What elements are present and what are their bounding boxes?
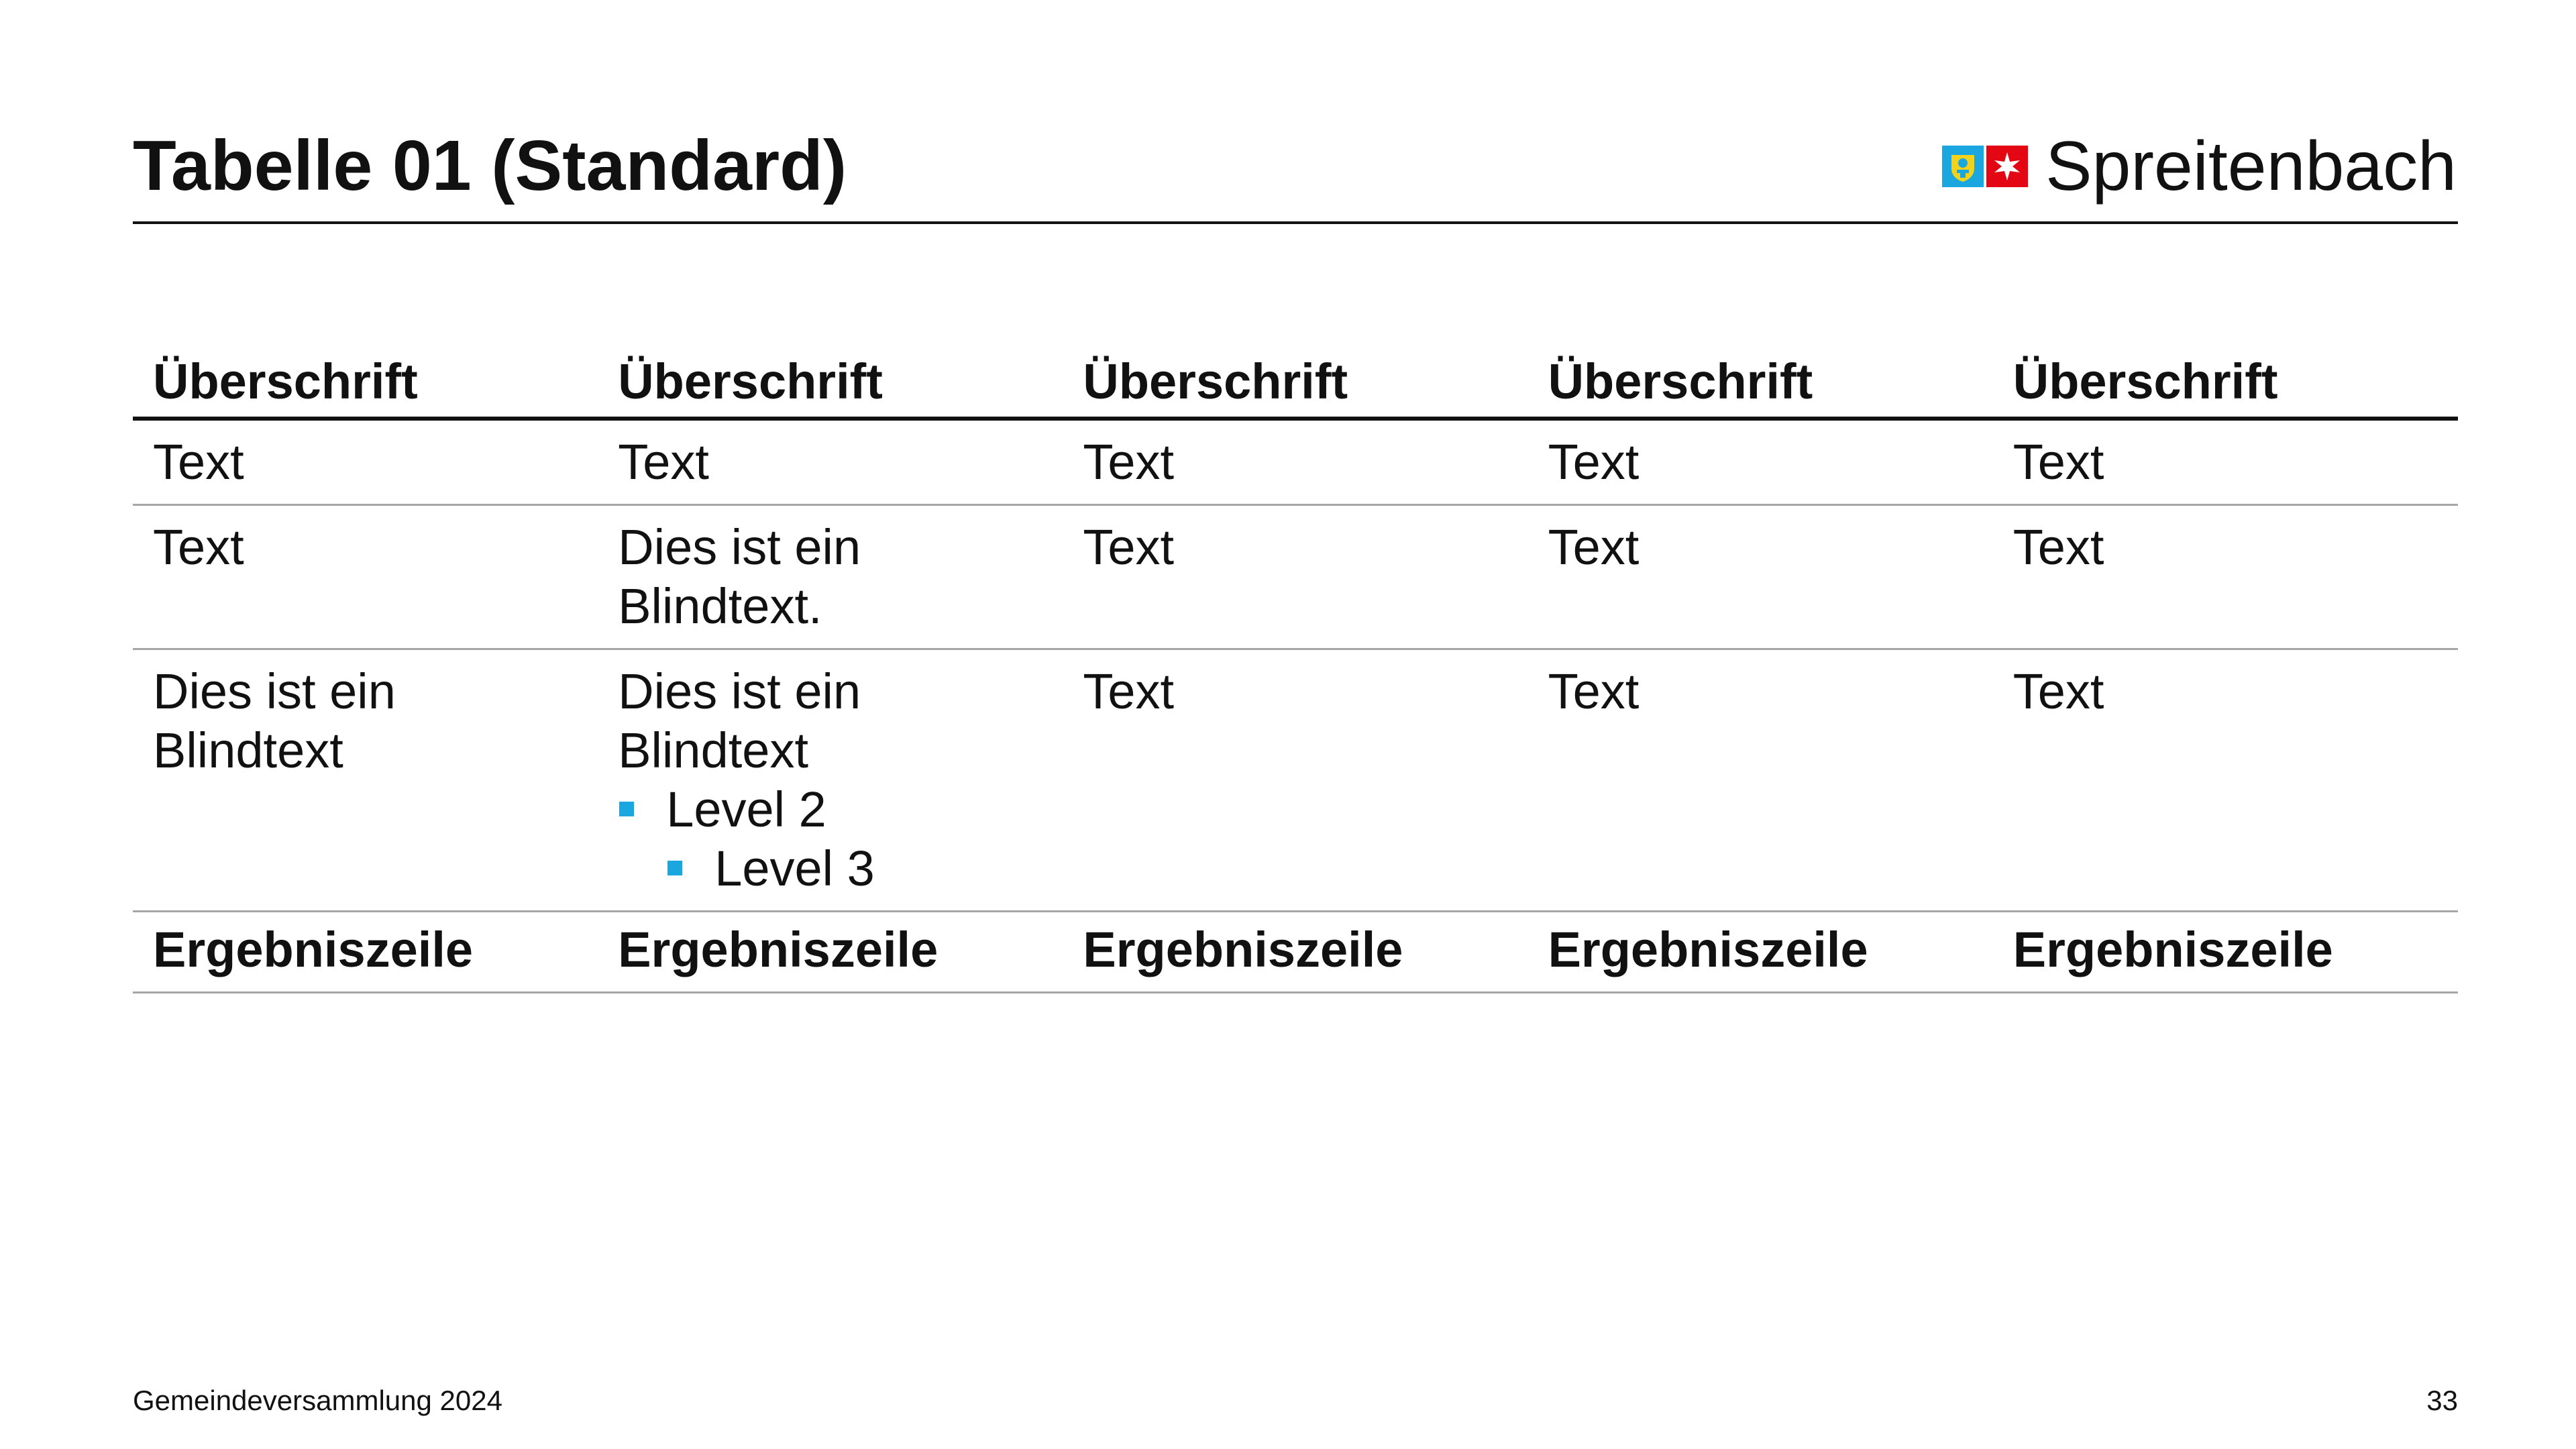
slide-title: Tabelle 01 (Standard) [133, 126, 847, 205]
brand-name: Spreitenbach [2045, 127, 2457, 205]
table-header-row [133, 339, 2458, 419]
total-cell: Ergebniszeile [598, 912, 1063, 993]
total-cell: Ergebniszeile [1528, 912, 1993, 993]
footer-label: Gemeindeversammlung 2024 [133, 1385, 502, 1416]
municipal-coat-of-arms-icon [1942, 146, 1984, 187]
swiss-flag-icon [1986, 146, 2028, 187]
table-cell-with-bullets [598, 649, 1063, 912]
column-header: Überschrift [1993, 339, 2458, 419]
brand-logo [1942, 126, 2457, 207]
column-header: Überschrift [1063, 339, 1527, 419]
bullet-text: Level 3 [714, 841, 875, 896]
bullet-text: Level 2 [666, 782, 826, 837]
cell-text: Dies ist ein Blindtext [618, 663, 861, 778]
table-cell: Text [1528, 419, 1993, 505]
title-divider [133, 221, 2458, 224]
column-header: Überschrift [133, 339, 598, 419]
table-cell: Text [1993, 505, 2458, 649]
table-row [133, 419, 2458, 505]
table-cell: Text [1528, 505, 1993, 649]
table-cell: Text [1063, 505, 1527, 649]
column-header: Überschrift [1528, 339, 1993, 419]
square-bullet-icon [619, 802, 634, 816]
table-cell: Text [1993, 649, 2458, 912]
table-cell: Text [1993, 419, 2458, 505]
table-row [133, 649, 2458, 912]
page-number: 33 [2426, 1385, 2458, 1416]
column-header: Überschrift [598, 339, 1063, 419]
bullet-level-2 [618, 780, 1042, 839]
total-cell: Ergebniszeile [1063, 912, 1527, 993]
table-row [133, 505, 2458, 649]
table-total-row [133, 912, 2458, 993]
table-cell: Dies ist ein Blindtext [133, 649, 598, 912]
bullet-level-3 [618, 839, 1042, 898]
total-cell: Ergebniszeile [133, 912, 598, 993]
table-cell: Text [133, 505, 598, 649]
data-table [133, 339, 2458, 994]
table-cell: Text [598, 419, 1063, 505]
table-cell: Dies ist ein Blindtext. [598, 505, 1063, 649]
square-bullet-icon [667, 861, 682, 875]
table-cell: Text [1528, 649, 1993, 912]
table-cell: Text [133, 419, 598, 505]
table-cell: Text [1063, 649, 1527, 912]
table-cell: Text [1063, 419, 1527, 505]
total-cell: Ergebniszeile [1993, 912, 2458, 993]
